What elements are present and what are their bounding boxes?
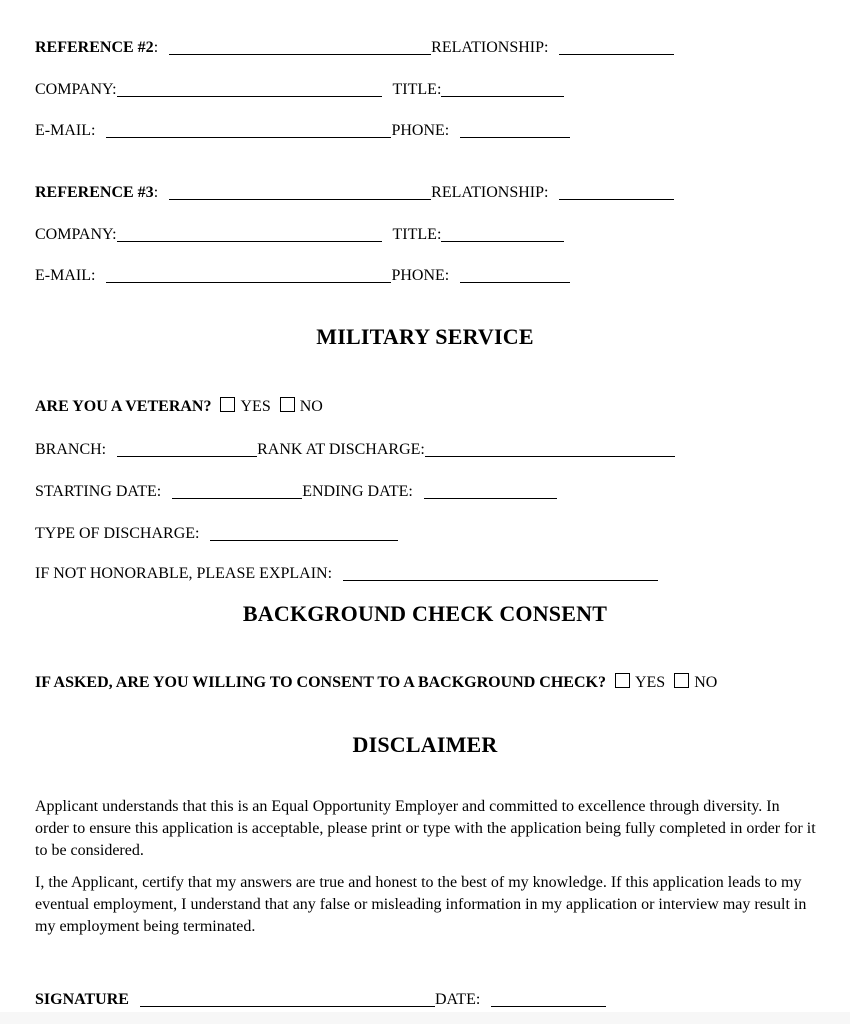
service-dates-row: [35, 480, 820, 502]
signature-date-field[interactable]: [491, 991, 606, 1007]
veteran-no-checkbox[interactable]: [280, 397, 295, 412]
reference-3-title-label: TITLE:: [392, 226, 442, 243]
reference-3-email-row: [35, 264, 820, 286]
reference-3-phone-field[interactable]: [460, 267, 570, 283]
page-bottom-edge: [0, 1012, 850, 1024]
reference-2-name-row: [35, 36, 820, 58]
reference-3-phone-label: PHONE:: [391, 267, 450, 284]
branch-label: BRANCH:: [35, 441, 107, 458]
reference-2-title-field[interactable]: [441, 81, 564, 97]
starting-date-field[interactable]: [172, 483, 302, 499]
branch-rank-row: [35, 438, 820, 460]
disclaimer-heading: DISCLAIMER: [352, 732, 498, 757]
reference-2-name-field[interactable]: [169, 39, 431, 55]
reference-2-email-field[interactable]: [106, 122, 391, 138]
reference-3-relationship-field[interactable]: [559, 184, 674, 200]
reference-2-company-label: COMPANY:: [35, 81, 117, 98]
veteran-yes-checkbox[interactable]: [220, 397, 235, 412]
reference-2-relationship-label: RELATIONSHIP:: [431, 39, 549, 56]
background-check-no-checkbox[interactable]: [674, 673, 689, 688]
reference-3-name-field[interactable]: [169, 184, 431, 200]
discharge-type-field[interactable]: [210, 525, 398, 541]
reference-2-email-row: [35, 119, 820, 141]
starting-date-label: STARTING DATE:: [35, 483, 162, 500]
reference-3-title-field[interactable]: [441, 226, 564, 242]
reference-2-phone-field[interactable]: [460, 122, 570, 138]
veteran-question-row: [35, 396, 820, 417]
ending-date-field[interactable]: [424, 483, 557, 499]
veteran-question-label: ARE YOU A VETERAN?: [35, 398, 212, 415]
disclaimer-paragraph-2: I, the Applicant, certify that my answers are true and honest to the best of my knowledge. If this application leads to my eventual employment, I understand that any false or misleading information in my application or interview may result in my employment being terminated.: [35, 874, 807, 935]
reference-2-phone-label: PHONE:: [391, 122, 450, 139]
reference-3-email-field[interactable]: [106, 267, 391, 283]
veteran-yes-label: YES: [240, 398, 271, 415]
ending-date-label: ENDING DATE:: [302, 483, 413, 500]
discharge-type-label: TYPE OF DISCHARGE:: [35, 525, 200, 542]
reference-2-relationship-field[interactable]: [559, 39, 674, 55]
background-check-yes-label: YES: [634, 674, 666, 691]
explain-row: [35, 562, 820, 584]
discharge-type-row: [35, 522, 820, 544]
signature-date-label: DATE:: [434, 991, 481, 1008]
reference-3-email-label: E-MAIL:: [35, 267, 96, 284]
veteran-no-label: NO: [299, 398, 323, 415]
reference-3-relationship-label: RELATIONSHIP:: [431, 184, 549, 201]
reference-3-name-row: [35, 181, 820, 203]
disclaimer-paragraph-1: Applicant understands that this is an Equal Opportunity Employer and committed to excellence through diversity. In order to ensure this application is acceptable, please print or type with the application being fully completed in order for it to be considered.: [35, 798, 816, 859]
rank-field[interactable]: [425, 441, 675, 457]
reference-3-company-field[interactable]: [117, 226, 382, 242]
explain-label: IF NOT HONORABLE, PLEASE EXPLAIN:: [35, 565, 333, 582]
background-check-heading: BACKGROUND CHECK CONSENT: [242, 601, 608, 626]
reference-2-colon: :: [153, 39, 159, 56]
reference-3-label: REFERENCE #3: [35, 184, 154, 201]
reference-2-company-row: [35, 78, 820, 100]
reference-3-company-label: COMPANY:: [35, 226, 117, 243]
reference-2-company-field[interactable]: [117, 81, 382, 97]
reference-3-colon: :: [153, 184, 159, 201]
signature-field[interactable]: [140, 991, 435, 1007]
background-check-yes-checkbox[interactable]: [615, 673, 630, 688]
explain-field[interactable]: [343, 565, 658, 581]
signature-label: SIGNATURE: [35, 991, 129, 1008]
branch-field[interactable]: [117, 441, 257, 457]
background-check-question-label: IF ASKED, ARE YOU WILLING TO CONSENT TO A BACKGROUND CHECK?: [35, 674, 606, 691]
reference-2-title-label: TITLE:: [392, 81, 442, 98]
reference-2-email-label: E-MAIL:: [35, 122, 96, 139]
background-check-question-row: [35, 672, 820, 693]
background-check-no-label: NO: [694, 674, 718, 691]
signature-row: [35, 988, 820, 1010]
reference-2-label: REFERENCE #2: [35, 39, 154, 56]
reference-3-company-row: [35, 223, 820, 245]
rank-label: RANK AT DISCHARGE:: [257, 441, 425, 458]
military-service-heading: MILITARY SERVICE: [316, 324, 534, 349]
